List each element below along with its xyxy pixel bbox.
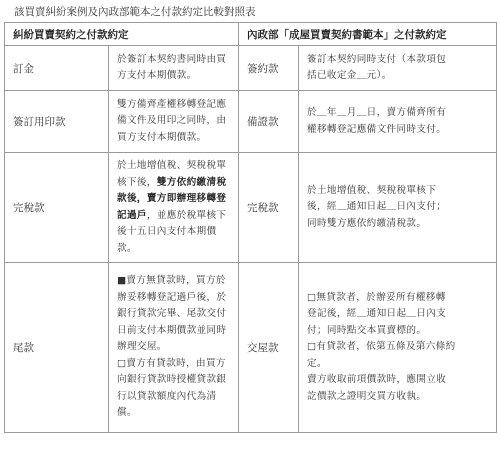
row-label-seal-payment: 簽訂用印款 <box>5 91 109 153</box>
term-line: 於簽訂本契約書同時由買 <box>117 53 227 65</box>
term-line: 賣方收取前項價款時，應開立收 <box>307 374 447 386</box>
term-line: □無貸款者，於辦妥所有權移轉 <box>307 291 446 303</box>
term-line <box>117 191 232 208</box>
table-caption: 該買賣糾紛案例及內政部範本之付款約定比較對照表 <box>14 6 256 18</box>
table-header-row <box>5 23 497 46</box>
dispute-term-final <box>109 263 239 433</box>
template-term-handover <box>299 263 497 433</box>
term-line <box>117 208 232 225</box>
term-line: 簽訂本契約同時支付（本款項包 <box>307 53 447 65</box>
term-line: 於土地增值稅、契稅稅單核下 <box>307 184 437 196</box>
row-label-handover-payment: 交屋款 <box>239 263 299 433</box>
row-label-signing-payment: 簽約款 <box>239 46 299 91</box>
term-line <box>117 175 232 192</box>
term-emphasis: 雙方依約繳清稅 <box>156 176 227 188</box>
term-line: □賣方有貸款時，由買方 <box>117 357 226 369</box>
term-line: 銀行貸款完畢、尾款交付 <box>117 308 227 320</box>
term-line: □有貸款者，依第五條及第六條約 <box>307 341 456 353</box>
comparison-table <box>4 22 497 433</box>
term-line: 登記後，經＿通知日起＿日內支 <box>307 308 447 320</box>
template-term-document <box>299 91 497 153</box>
row-label-tax-payment: 完稅款 <box>5 153 109 263</box>
term-line: 於＿年＿月＿日，賣方備齊所有 <box>307 107 447 118</box>
term-line: 雙方備齊產權移轉登記應 <box>117 98 227 110</box>
dispute-term-deposit <box>109 46 239 91</box>
term-line: 訖價款之證明交買方收執。 <box>307 390 427 402</box>
term-emphasis: 款後，賣方即辦理移轉登 <box>117 193 227 204</box>
term-line: 後十五日內支付本期價 <box>117 226 217 237</box>
term-line: 償。 <box>117 407 137 419</box>
table-row <box>5 46 497 91</box>
term-line: ■賣方無貸款時，買方於 <box>117 275 226 287</box>
term-text: ，並應於稅單核下 <box>146 209 227 221</box>
term-line: 方支付本期價款。 <box>117 70 197 81</box>
header-dispute-contract: 糾紛買賣契約之付款約定 <box>5 23 239 46</box>
term-text: 核下後， <box>117 176 157 188</box>
term-line: 於土地增值稅、契稅稅單 <box>117 160 227 171</box>
template-term-tax <box>299 153 497 263</box>
term-emphasis: 記過戶 <box>117 209 147 221</box>
template-term-signing <box>299 46 497 91</box>
row-label-document-payment: 備證款 <box>239 91 299 153</box>
row-label-deposit: 訂金 <box>5 46 109 91</box>
term-line: 辦理交屋。 <box>117 341 167 353</box>
term-line: 備文件及用印之同時，由 <box>117 115 227 127</box>
term-line: 行以貸款額度內代為清 <box>117 390 217 402</box>
row-label-tax-payment-template: 完稅款 <box>239 153 299 263</box>
term-line: 向銀行貸款時授權貸款銀 <box>117 374 227 386</box>
row-label-final-payment: 尾款 <box>5 263 109 433</box>
table-row <box>5 91 497 153</box>
term-line: 買方支付本期價款。 <box>117 131 207 143</box>
table-row <box>5 153 497 263</box>
term-line: 後，經＿通知日起＿日內支付； <box>307 201 447 213</box>
term-line: 權移轉登記應備文件同時支付。 <box>307 123 447 135</box>
term-line: 付；同時點交本買賣標的。 <box>307 324 427 336</box>
term-line: 同時雙方應依約繳清稅款。 <box>307 217 427 229</box>
table-row <box>5 263 497 433</box>
term-line: 定。 <box>307 357 327 369</box>
header-moi-template: 內政部「成屋買賣契約書範本」之付款約定 <box>239 23 497 46</box>
dispute-term-tax <box>109 153 239 263</box>
dispute-term-seal <box>109 91 239 153</box>
term-line: 款。 <box>117 242 137 254</box>
term-line: 辦妥移轉登記過戶後，於 <box>117 291 227 303</box>
term-line: 日前支付本期價款並同時 <box>117 324 227 336</box>
term-line: 括已收定金＿元）。 <box>307 70 392 81</box>
